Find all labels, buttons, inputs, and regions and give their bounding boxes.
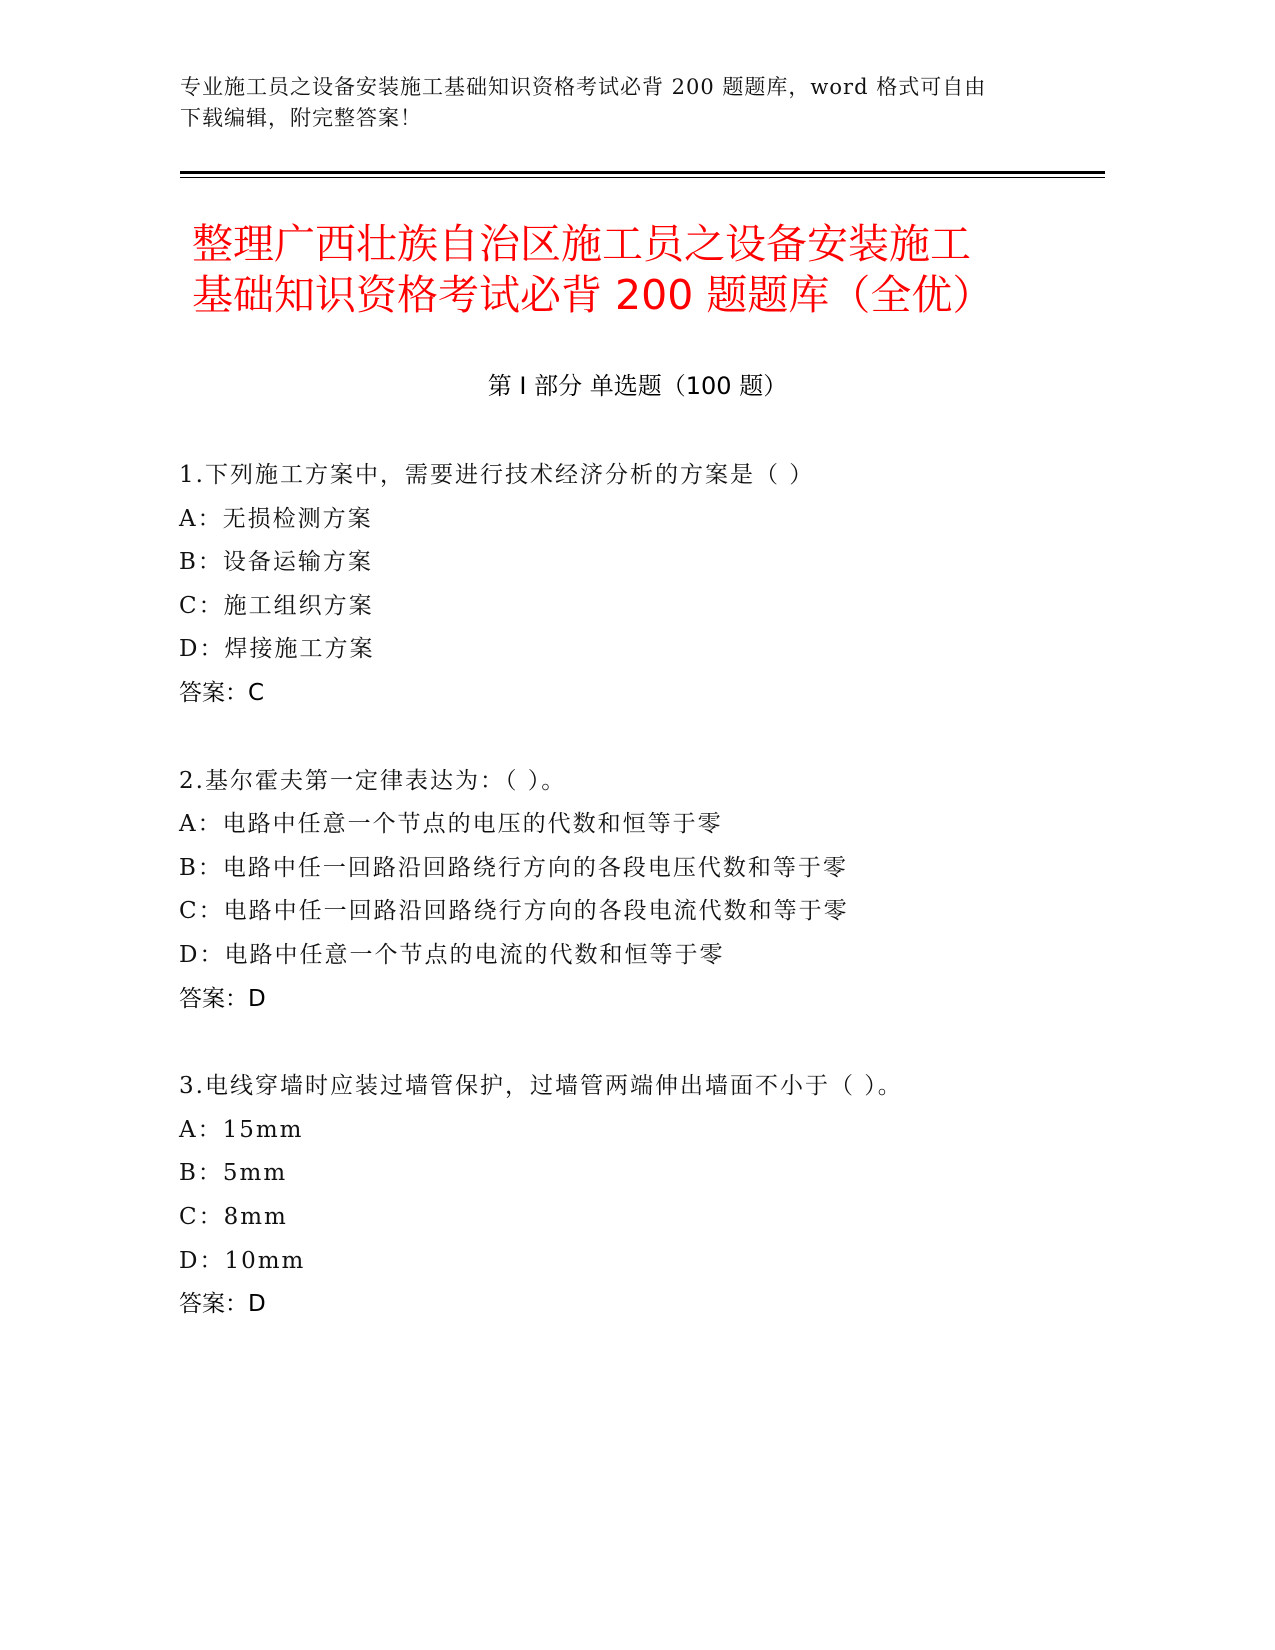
option-b: B：设备运输方案 — [179, 549, 373, 576]
option-d: D：焊接施工方案 — [179, 636, 375, 663]
question-3 — [179, 1065, 1179, 1327]
intro-text — [180, 72, 1040, 134]
title-line-1: 整理广西壮族自治区施工员之设备安装施工 — [192, 220, 971, 268]
option-a: A：电路中任意一个节点的电压的代数和恒等于零 — [179, 811, 723, 838]
option-b: B：5mm — [179, 1160, 288, 1187]
question-1 — [179, 454, 1179, 716]
document-title — [192, 219, 1092, 321]
answer-line: 答案：D — [179, 985, 266, 1012]
question-2 — [179, 760, 1179, 1022]
header-rule-thin — [180, 177, 1105, 178]
option-b: B：电路中任一回路沿回路绕行方向的各段电压代数和等于零 — [179, 854, 848, 881]
intro-line-2: 下载编辑，附完整答案！ — [180, 106, 422, 130]
option-d: D：电路中任意一个节点的电流的代数和恒等于零 — [179, 941, 725, 968]
option-c: C：8mm — [179, 1203, 288, 1230]
section-heading: 第 I 部分 单选题（100 题） — [487, 372, 788, 400]
question-stem: 1.下列施工方案中，需要进行技术经济分析的方案是（ ） — [179, 462, 815, 488]
option-c: C：电路中任一回路沿回路绕行方向的各段电流代数和等于零 — [179, 898, 849, 925]
option-a: A：15mm — [179, 1116, 304, 1143]
intro-line-1: 专业施工员之设备安装施工基础知识资格考试必背 200 题题库，word 格式可自由 — [180, 75, 987, 99]
option-d: D：10mm — [179, 1247, 306, 1274]
question-list — [179, 454, 1179, 1371]
question-stem: 2.基尔霍夫第一定律表达为：（ ）。 — [179, 767, 567, 794]
option-a: A：无损检测方案 — [179, 505, 373, 532]
header-rule-thick — [180, 171, 1105, 174]
title-line-2: 基础知识资格考试必背 200 题题库（全优） — [192, 271, 994, 319]
question-stem: 3.电线穿墙时应装过墙管保护，过墙管两端伸出墙面不小于（ ）。 — [179, 1073, 903, 1100]
answer-line: 答案：C — [179, 679, 265, 706]
option-c: C：施工组织方案 — [179, 592, 374, 619]
answer-line: 答案：D — [179, 1291, 266, 1318]
